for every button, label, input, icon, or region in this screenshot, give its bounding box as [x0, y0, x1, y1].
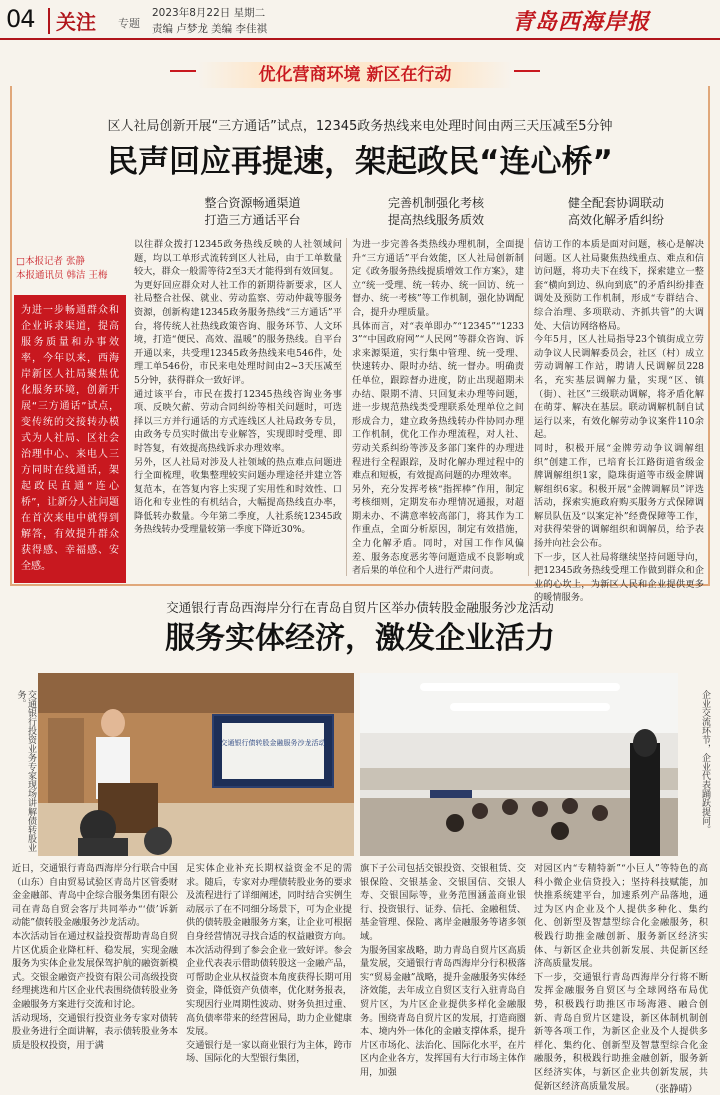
section-subtitle: 专题: [118, 17, 140, 30]
article1-column-2: [352, 238, 524, 576]
photo-right: [360, 673, 678, 856]
article2-column-2: [186, 862, 352, 1095]
photo-left: [38, 673, 354, 856]
article2-column-3: [360, 862, 526, 1095]
article2-subhead: 交通银行青岛西海岸分行在青岛自贸片区举办债转股金融服务沙龙活动: [166, 600, 554, 615]
reporter-byline: □本报记者 张静 本报通讯员 韩洁 王梅: [16, 256, 108, 281]
article2-column-3-text: 旗下子公司包括交银投资、交银租赁、交银保险、交银基金、交银国信、交银人寿、交银国际等，业务范围涵盖商业银行、投资银行、证券、信托、金融租赁、基金管理、保险、离岸金融服务等诸多领域。 为服务国家战略，助力青岛自贸片区高质量发展，交通银行青岛西海岸分行积极落实“贸易金融”战略，提升金融服务实体经济效能，去年成立自贸区支行入驻青岛自贸片区，为片区企业提供多样化金融服务。围绕青岛自贸片区的发展，打造商圈本、境内外一体化的金融支撑体系，提升片区市场化、法治化、国际化水平，在片区内企业各方，发挥国有大行市场主体作用，加强: [360, 863, 526, 1078]
photo-right-caption: 企业交流环节，企业代表踊跃提问。: [700, 690, 710, 834]
topic-banner: 优化营商环境 新区在行动: [198, 62, 512, 88]
column-divider: [528, 238, 529, 576]
section-title: 关注: [56, 10, 96, 34]
article1-column-2-text: 为进一步完善各类热线办理机制，全面提升“三方通话”平台效能，区人社局创新制定《政务服务热线提质增效工作方案》，建立“统一受理、统一转办、统一回访、统一督办、统一考核”等工作机制，强化协调配合，提升办理质量。 具体而言，对“表单即办”“12345”“12333”“中国政府网”“人民网”等群众咨询、诉求来源渠道，实行集中管理、统一受理、快速转办、限时办结、统一督办。明确责任单位，跟踪督办进度，防止出现超期未办结、限期不清、只回复未办理等问题，进一步规范热线类受理联系处理单位之间形成合力，建立政务热线转办件协同办理工作机制，优化工作办理流程，对人社、劳动关系纠纷等涉及多部门案件的办理进程进行全程跟踪，及时化解办理过程中的难点和短板，有效提高问题的办理效率。 另外，充分发挥考核“指挥棒”作用，制定考核细则，定期发布办理情况通报，对超期未办、不满意率较高部门，将其作为工作重点，全面分析原因，制定有效措施，全力化解矛盾。同时，对国工作作风偏差、服务态度恶劣等问题造成不良影响或者后果的单位和个人进行严肃问责。: [352, 239, 524, 577]
column-divider: [346, 238, 347, 576]
article1-col-head-3: 健全配套协调联动 高效化解矛盾纠纷: [567, 196, 664, 227]
article1-column-1-text: 以往群众拨打12345政务热线反映的人社领域问题，均以工单形式流转到区人社局，由于工单数量较大，群众一般需等待2至3天才能得到有效回复。 为更好回应群众对人社工作的新期待新要求，区人社局整合社保、就业、劳动监察、劳动仲裁等服务资源，创新构建12345政务服务热线“三方通话”平台，将传统人社热线政策咨询、服务环节、人文环境，打造“便民、高效、温暖”的服务热线。自平台开通以来，共受理12345政务热线来电546件，处理工单546份，市民来电处理时间由2~3天压减至5分钟，获得群众一致好评。 通过该平台，市民在拨打12345热线咨询业务事项、反映欠薪、劳动合同纠纷等相关问题时，可选择以三方并行通话的方式连线区人社局政务专员，由政务专员实时做出专业解答，实现即时受理、即时答复，有效提高热线诉求办理效率。 另外，区人社局对涉及人社领域的热点难点问题进行全面梳理，收集整理较实问题办理途径并建立答复范本，在答复内容上实现了实用性和时效性、口语化和专业性的有机结合，大幅提高热线直办率，降低转办数量。今年第二季度，人社系统12345政务热线转办受理量较第一季度下降近30%。: [134, 239, 342, 536]
banner-right-rule: [514, 70, 540, 80]
slide-title: 交通银行债转股金融服务沙龙活动: [220, 739, 326, 747]
article2-column-4-text: 对园区内“专精特新”“小巨人”等特色的高科小微企业信贷投入；坚持科技赋能，加快推系统建平台，加速系列产品落地，通过为区内企业及个人提供多种化、集约化、创新型及智慧型综合化金融服务，积极践行助推金融创新、服务新区经济实体、与新区企业共创新发展、共促新区经济高质量发展。 下一步，交通银行青岛西海岸分行将不断发挥金融服务自贸区与全球网络布局优势，积极践行助推区市场海港、融合创新、青岛自贸片区建设，新区体制机制创新等各项工作，为新区企业及个人提供多样化、集约化、创新型及智慧型综合化金融服务，积极践行助推金融创新，服务新区经济实体，与新区企业共创新发展，共促新区经济高质量发展。: [534, 863, 708, 1092]
article1-column-1: [134, 238, 342, 576]
banner-left-rule: [170, 70, 196, 80]
newspaper-logo: 青岛西海岸报: [512, 9, 651, 35]
article1-col-head-2: 完善机制强化考核 提高热线服务质效: [387, 196, 484, 227]
article2-column-1-text: 近日，交通银行青岛西海岸分行联合中国（山东）自由贸易试验区青岛片区管委财金金融部、青岛中企综合服务集团有限公司在青岛自贸会客厅共同举办“‘债’诉新动能”债转股金融服务沙龙活动。 本次活动旨在通过权益投资帮助青岛自贸片区优质企业降杠杆、稳发展，实现金融服务为实体企业发展保驾护航的融资新模式。交银金融资产投资有限公司高级投资经理挑选和片区企业代表围绕债转股业务金融服务方案进行交流和讨论。 活动现场，交通银行投资业务专家对债转股业务进行全面讲解，表示债转股业务本质是股权投资，用于满: [12, 863, 178, 1051]
article2-author: （张静晴）: [650, 1084, 698, 1095]
page-number: 04: [6, 5, 35, 33]
photo-left-caption: 交通银行投资业务专家现场讲解债转股业务。: [15, 690, 36, 852]
article1-subhead: 区人社局创新开展“三方通话”试点，12345政务热线来电处理时间由两三天压减至5分钟: [107, 119, 613, 134]
photo-left-scene: [38, 673, 354, 856]
article1-column-3-text: 信访工作的本质是面对问题，核心是解决问题。区人社局聚焦热线重点、难点和信访问题，将功夫下在线下，探索建立一整套“横向到边、纵向到底”的矛盾纠纷排查调处及预防工作机制，形成“专群结合、综合治理、多项联动、齐抓共管”的大调处、大信访网络格局。 今年5月，区人社局指导23个镇街成立劳动争议人民调解委员会，社区（村）成立劳动调解工作站，聘请人民调解员228名，充实基层调解力量，实现“区、镇（街）、社区”三级联动调解，将矛盾化解在萌芽、解决在基层。联动调解机制自试运行以来，有效化解劳动争议案件110余起。 同时，积极开展“金牌劳动争议调解组织”创建工作，已培育长江路街道省级金牌调解组织1家，隐珠街道等市级金牌调解组织6家。积极开展“金牌调解员”评选活动，探索实施政府购买服务方式保障调解员队伍及“以案定补”经费保障等工作，对获得荣誉的调解组织和调解员，给予表扬并向社会公布。 下一步，区人社局将继续坚持问题导向，把12345政务热线受理工作做到群众和企业的心坎上，为新区人民和企业提供更多的暖情服务。: [534, 239, 704, 604]
article1-lead-box: 为进一步畅通群众和企业诉求渠道，提高服务质量和办事效率，今年以来，西海岸新区人社局聚焦优化服务环境，创新开展“三方通话”试点，变传统的交接转办模式为人社局、区社会治理中心、来电人三方同时在线通话，架起政民直通“连心桥”，让新分人社问题在首次来电中就得到解答，有效提升群众获得感、幸福感、安全感。: [14, 295, 126, 583]
article2-column-1: [12, 862, 178, 1095]
article2-column-2-text: 足实体企业补充长期权益资金不足的需求。随后，专家对办理债转股业务的要求及流程进行了详细阐述，同时结合实例生动展示了在不同细分场景下，可为企业提供的债转股金融服务方案，让企业可根据自身经营情况寻找合适的权益融资方向。 本次活动得到了参会企业一致好评。参会企业代表表示借助债转股这一金融产品，可帮助企业从权益资本角度获得长期可用资金，降低资产负债率，优化财务报表，实现因行业周期性波动、财务负担过重、高负债率带来的经营困局，助力企业健康发展。 交通银行是一家以商业银行为主体，跨市场、国际化的大型银行集团，: [186, 863, 352, 1065]
photo-right-scene: [360, 673, 678, 856]
article1-column-3: [534, 238, 704, 604]
header-divider: [48, 8, 50, 34]
editor-line: 责编 卢梦龙 美编 李佳祺: [152, 23, 268, 35]
article1-headline: 民声回应再提速，架起政民“连心桥”: [107, 144, 613, 180]
date-line: 2023年8月22日 星期二: [152, 7, 266, 19]
article1-col-head-1: 整合资源畅通渠道 打造三方通话平台: [204, 196, 301, 227]
article2-headline: 服务实体经济，激发企业活力: [165, 621, 555, 656]
